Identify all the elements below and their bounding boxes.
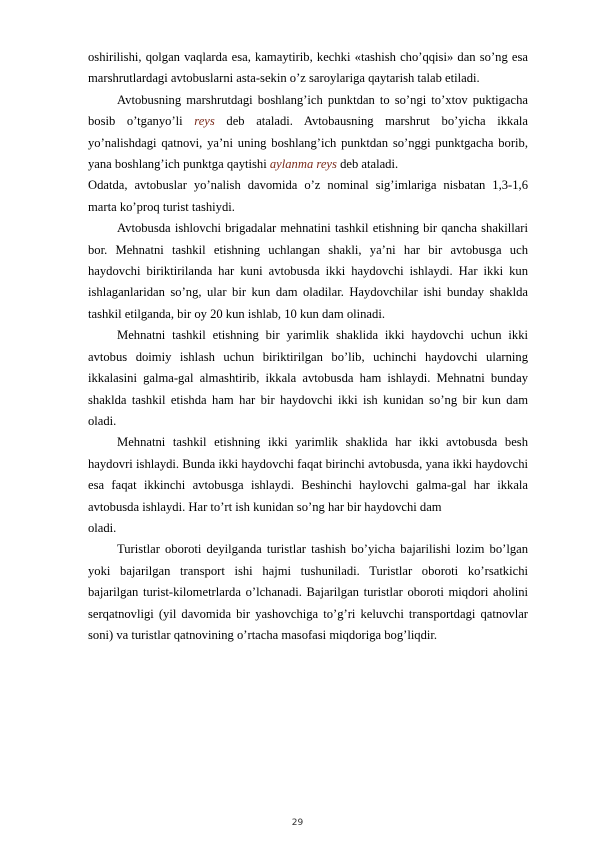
reys-text-3: deb ataladi. <box>336 157 399 172</box>
body-text <box>88 47 528 646</box>
page-number: 29 <box>291 818 304 828</box>
paragraph-tail: oladi. <box>88 520 117 535</box>
paragraph-one-and-half-shift: Mehnatni tashkil etishning bir yarimlik shaklida ikki haydovchi uchun ikki avtobus doimiy ishlash uchun biriktirilgan bo’lib, uchinchi haydovchi ularning ikkalasini galma-gal almashtirib, ikkala avtobusda ham ishlaydi. Mehnatni bunday shaklda tashkil etishda ham har bir haydovchi ikki ish kunidan so’ng bir kun dam oladi. <box>88 328 528 428</box>
term-reys: reys <box>194 114 215 129</box>
paragraph-continuation: oshirilishi, qolgan vaqlarda esa, kamaytirib, kechki «tashish cho’qqisi» dan so’ng esa marshrutlardagi avtobuslarni asta-sekin o’z saroylariga qaytarish talab etiladi. <box>88 50 528 86</box>
paragraph-capacity: Odatda, avtobuslar yo’nalish davomida o’z nominal sig’imlariga nisbatan 1,3-1,6 marta ko’proq turist tashiydi. <box>88 178 528 214</box>
reys-text-1: Avtobusning marshrutdagi boshlang’ich punktdan to so’ngi to’xtov puktigacha bosib o’tganyo’li <box>88 92 528 129</box>
paragraph-two-and-half-shift: Mehnatni tashkil etishning ikki yarimlik shaklida har ikki avtobusda besh haydovri ishlaydi. Bunda ikki haydovchi faqat birinchi avtobusda, yana ikki haydovchi esa faqat ikkinchi avtobusga ishlaydi. Beshinchi haylovchi galma-gal har ikkala avtobusda ishlaydi. Har to’rt ish kunidan so’ng har bir haydovchi dam <box>88 435 528 514</box>
paragraph-reys-definition <box>88 90 528 176</box>
reys-text-2: deb ataladi. Avtobausning marshrut bo’yicha ikkala yo’nalishdagi qatnovi, ya’ni uning boshlang’ich punktdan so’nggi punktgacha borib, yana boshlang’ich punktga qaytishi <box>88 114 528 172</box>
paragraph-brigades: Avtobusda ishlovchi brigadalar mehnatini tashkil etishning bir qancha shakillari bor. Mehnatni tashkil etishning uchlangan shakli, ya’ni har bir avtobusga uch haydovchi biriktirilanda har kuni avtobusda ikki haydovchi ishlaydi. Har ikki kun ishlaganlaridan so’ng, ular bir kun dam oladilar. Haydovchilar ishi bunday shaklda tashkil etilganda, bir oy 20 kun ishlab, 10 kun dam olinadi. <box>88 221 528 321</box>
paragraph-tourist-turnover: Turistlar oboroti deyilganda turistlar tashish bo’yicha bajarilishi lozim bo’lgan yoki bajarilgan transport ishi hajmi tushuniladi. Turistlar oboroti ko’rsatkichi bajarilgan turist-kilometrlarda o’lchanadi. Bajarilgan turistlar oboroti miqdori aholini serqatnovligi (yil davomida bir yashovchiga to’g’ri keluvchi transportdagi qatnovlar soni) va turistlar qatnovining o’rtacha masofasi miqdoriga bog’liqdir. <box>88 542 528 642</box>
term-aylanma-reys: aylanma reys <box>269 157 337 172</box>
